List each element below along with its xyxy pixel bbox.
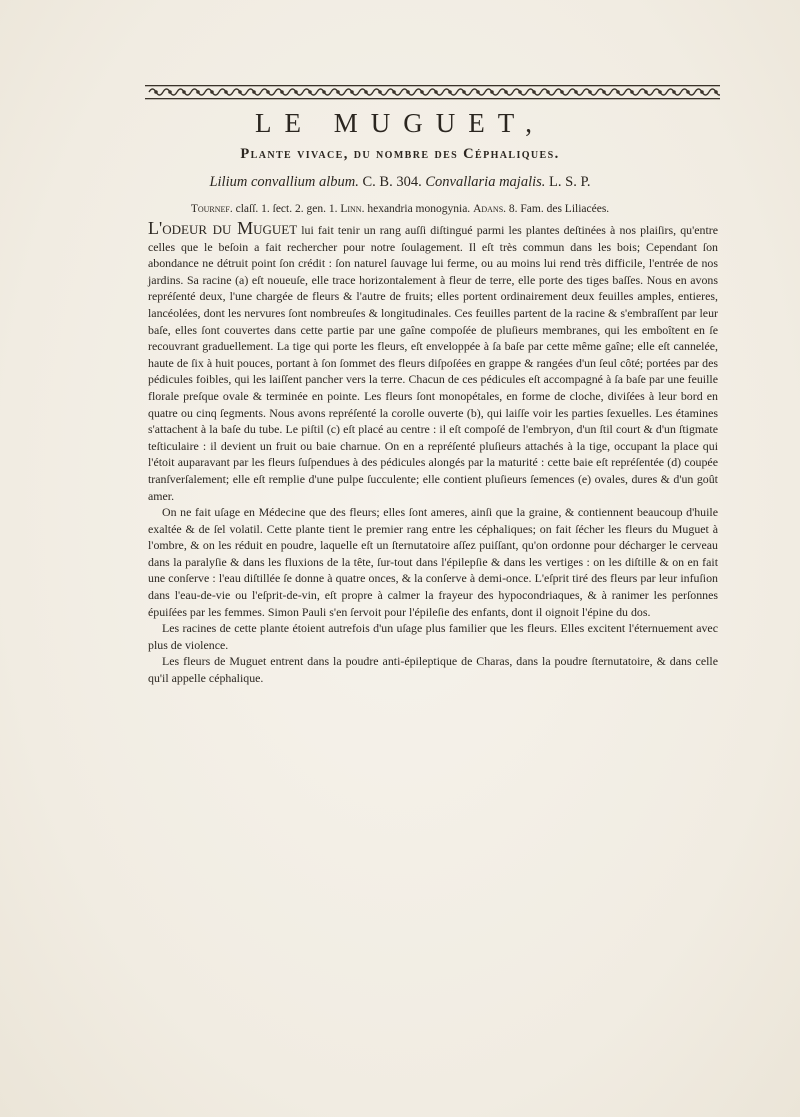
page-title: LE MUGUET,: [255, 108, 545, 138]
classification-tournef: Tournef.: [190, 203, 233, 215]
opening-words: L'odeur du Muguet: [148, 218, 298, 238]
synonym-ref-1: C. B. 304.: [358, 174, 426, 190]
paragraph-4: Les fleurs de Muguet entrent dans la poudre anti-épileptique de Charas, dans la poudre ſternutatoire, & dans celle qu'il appelle céphalique.: [148, 654, 718, 686]
synonym-ref-2: L. S. P.: [545, 174, 591, 190]
synonym-latin-2: Convallaria majalis.: [425, 174, 546, 190]
classification-b: hexandria monogynia.: [364, 203, 474, 215]
paragraph-3: Les racines de cette plante étoient autrefois d'un uſage plus familier que les fleurs. Elles excitent l'éternuement avec plus de violence.: [148, 621, 718, 652]
paragraph-1: [148, 220, 718, 504]
classification-a: claſſ. 1. ſect. 2. gen. 1.: [232, 203, 341, 215]
paragraph-2: On ne fait uſage en Médecine que des fleurs; elles ſont ameres, ainſi que la graine, & contiennent beaucoup d'huile exaltée & de ſel volatil. Cette plante tient le premier rang entre les céphaliques; on fait ſécher les fleurs du Muguet à l'ombre, & on les réduit en poudre, laquelle eſt un ſternutatoire aſſez puiſſant, qu'on ordonne pour décharger le cerveau dans la paralyſie & dans les fluxions de la tête, ſur-tout dans l'épilepſie & dans les vertiges : on les diſtille & on en fait une conſerve : l'eau diſtillée ſe donne à quatre onces, & la conſerve à demi-once. L'eſprit tiré des fleurs par leur infuſion dans l'eau-de-vie ou l'eſprit-de-vin, eſt propre à calmer la frayeur des hypocondriaques, & à ranimer les perſonnes épuiſées par les femmes. Simon Pauli s'en ſervoit pour l'épileſie des enfants, dont il oignoit l'épine du dos.: [148, 505, 718, 619]
classification-adans: Adans.: [473, 203, 507, 215]
paragraph-1-text: lui fait tenir un rang auſſi diſtingué parmi les plantes deſtinées à nos plaiſirs, qu'entre celles que le beſoin a fait rechercher pour notre ſoulagement. Il eſt très commun dans les bois; Cependant ſon abondance ne détruit point ſon crédit : ſon naturel ſauvage lui ferme, ou au moins lui rend très difficile, l'entrée de nos jardins. Sa racine (a) eſt noueuſe, elle trace horizontalement à fleur de terre, elle porte des tiges baſſes. Nous en avons repréſenté deux, l'une chargée de fleurs & l'autre de fruits; elles portent ordinairement deux feuilles amples, entieres, lancéolées, dont les nervures ſont nombreuſes & longitudinales. Ces feuilles partent de la racine & s'embraſſent par leur baſe, elles ſont couvertes dans cette partie par une gaîne compoſée de pluſieurs membranes, qui les emboîtent en ſe recouvrant graduellement. La tige qui porte les fleurs, eſt enveloppée à ſa baſe par cette même gaîne; elle eſt cannelée, haute de ſix à huit pouces, portant à ſon ſommet des fleurs diſpoſées en grappe & rangées d'un ſeul côté; portées par des pédicules foibles, qui les laiſſent pancher vers la terre. Chacun de ces pédicules eſt accompagné à ſa baſe par une feuille florale preſque ovale & terminée en pointe. Les fleurs ſont monopétales, en forme de cloche, diviſées à leur bord en quatre ou cinq ſegments. Nous avons repréſenté la corolle ouverte (b), qui laiſſe voir les parties ſexuelles. Les étamines s'attachent à la baſe du tube. Le piſtil (c) eſt placé au centre : il eſt compoſé de l'embryon, d'un ſtil court & d'un ſtigmate teſticulaire : il devient un fruit ou baie charnue. On en a repréſenté pluſieurs attachés à la tige, occupant la place qui l'étoit auparavant par les fleurs ſuſpendues à des pédicules alongés par la maturité : cette baie eſt repréſentée (d) coupée tranſverſalement; elle eſt remplie d'une pulpe ſucculente; elle contient pluſieurs ſemences (e) ovales, dures & d'un goût amer.: [148, 223, 718, 503]
synonym-latin-1: Lilium convallium album.: [209, 174, 359, 190]
classification-line: [0, 203, 800, 215]
classification-linn: Linn.: [340, 203, 365, 215]
main-text: [148, 220, 718, 687]
ornamental-border-icon: [145, 82, 720, 102]
synonyms-line: [0, 174, 800, 191]
subtitle: Plante vivace, du nombre des Céphaliques.: [240, 146, 560, 162]
classification-c: 8. Fam. des Liliacées.: [506, 203, 610, 215]
